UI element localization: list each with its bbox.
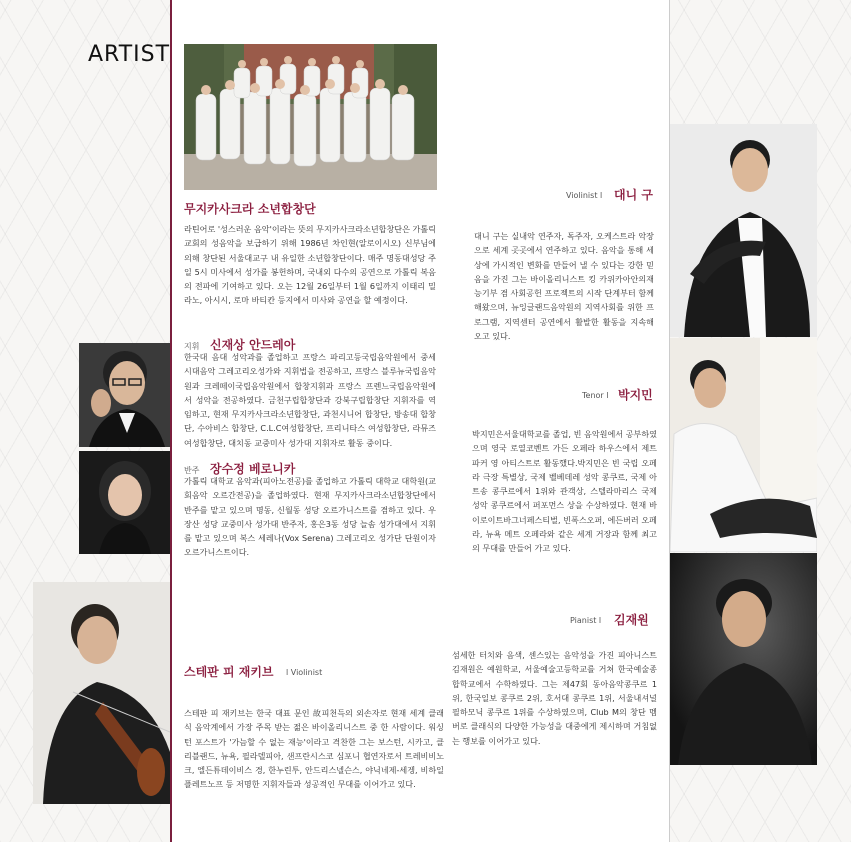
accompanist-description: 가톨릭 대학교 음악과(피아노전공)를 졸업하고 가톨릭 대학교 대학원(교회음악 오르간전공)을 졸업하였다. 현재 무지카사크라소년합창단에서 반주를 맡고 있으며 명동, 신월동 성당 오르가니스트를 겸하고 있다. 우장산 성당 교중미사 성가대 반주자, 홍은3동 성당 늘솜 성가대에서 지휘를 맡고 있으며 복스 세레나(Vox Serena) 그레고리오 성가단 단원이자 오르가니스트이다.: [184, 476, 436, 558]
conductor-description: 한국대 음대 성악과를 졸업하고 프랑스 파리고등국립음악원에서 중세 시대음악 그레고리오성가와 지휘법을 전공하고, 프랑스 블루뉴국립음악원과 크레떼이국립음악원에서 합창지휘과 프랑스 프렌느국립음악원에서 성악을 전공하였다. 금천구립합창단과 강북구립합창단 지휘자를 역임하고, 현재 무지카사크라소년합창단, 과천시니어 합창단, 방송대 합창단, 수아비스 합창단, C.L.C여성합창단, 프리니타스 여성합창단, 라뮤즈여성합창단, 대치동 교중미사 성가대 지휘자로 활동 중이다.: [184, 352, 436, 448]
accompanist-role: 반주: [184, 466, 200, 475]
choir-photo: [184, 44, 437, 190]
danny-description: 대니 구는 실내악 연주자, 독주자, 오케스트라 악장으로 세계 곳곳에서 연주하고 있다. 음악을 통해 세상에 가시적인 변화를 만들어 낼 수 있다는 강한 믿음을 가진 그는 바이올리니스트 킹 카위카아안의재능기부 겸 사회공헌 프로젝트의 시작 단계부터 함께 해왔으며, 뉴잉글랜드음악원의 지역사회를 위한 프로그램, 지역센터 공연에서 활발한 활동을 지속해 오고 있다.: [474, 231, 654, 342]
park-role: Tenor l: [582, 391, 609, 400]
kim-name: 김재원: [614, 613, 649, 627]
stefan-role: l Violinist: [286, 668, 323, 677]
stefan-photo: [33, 582, 170, 804]
conductor-photo: [79, 343, 170, 447]
choir-description: 라틴어로 '성스러운 음악'이라는 뜻의 무지카사크라소년합창단은 가톨릭교회의 성음악을 보급하기 위해 1986년 차인현(알로이시오) 신부님에 의해 창단된 서울대교구 내 유일한 소년합창단이다. 매주 명동대성당 주일 5시 미사에서 성가를 봉헌하며, 국내외 다수의 공연으로 가톨릭 복음의 전파에 기여하고 있다. 오는 12월 26일부터 1월 6일까지 이태리 밀라노, 아시시, 로마 바티칸 등지에서 미사와 공연을 할 예정이다.: [184, 224, 436, 306]
choir-name: 무지카사크라 소년합창단: [184, 202, 316, 216]
park-description: 박지민은서울대학교를 졸업, 빈 음악원에서 공부하였으며 영국 로열코벤트 가든 오페라 하우스에서 제트 파커 영 아티스트로 활동했다.박지민은 빈 국립 오페라 극장 특별상, 국제 벨베데레 성악 콩쿠르, 국제 아트송 콩쿠르에서 1위와 관객상, 스텔라마리스 국제 성악 콩쿠르에서 퍼포먼스 상을 수상하였다. 현재 바이로이트바그너페스티벌, 빈폭스오퍼, 에든버러 오페라, 뉴욕 메트 오페라와 같은 세계 거장과 함께 최고의 무대를 만들어 가고 있다.: [472, 429, 657, 554]
stefan-name: 스테판 피 재키브: [184, 665, 274, 679]
danny-role: Violinist l: [566, 191, 603, 200]
kim-description: 섬세한 터치와 음색, 센스있는 음악성을 가진 피아니스트 김재원은 예원학교, 서울예술고등학교를 거쳐 한국예술종합학교에서 수학하였다. 그는 제47회 동아음악콩쿠르 1위, 한국일보 콩쿠르 2위, 호서대 콩쿠르 1위, 서울내셔널필하모닉 콩쿠르 1위를 수상하였으며, Club M의 창단 멤버로 클래식의 다양한 가능성을 대중에게 제시하며 거침없는 행보를 이어가고 있다.: [452, 650, 657, 746]
accompanist-name: 장수정 베로니카: [210, 462, 296, 476]
conductor-role: 지휘: [184, 342, 200, 351]
park-name: 박지민: [618, 388, 653, 402]
kim-role: Pianist l: [570, 616, 602, 625]
danny-name: 대니 구: [614, 188, 653, 202]
park-photo: [670, 338, 817, 552]
kim-photo: [670, 553, 817, 765]
page-title: ARTIST: [88, 42, 171, 67]
stefan-description: 스테판 피 재키브는 한국 대표 문인 故피천득의 외손자로 현재 세계 클래식 음악계에서 가장 주목 받는 젊은 바이올리니스트 중 한 사람이다. 워싱턴 포스트가 '가늠할 수 없는 재능'이라고 격찬한 그는 보스턴, 시카고, 클리블랜드, 뉴욕, 필라델피아, 샌프란시스코 심포니 협연자로서 트레비비노크, 엘든튜데이비스 경, 한누린투, 안드리스넬슨스, 야닉네제-세겡, 비하일플레트노프 등 저명한 지휘자들과 성공적인 무대를 이어가고 있다.: [184, 708, 444, 790]
danny-photo: [670, 124, 817, 337]
conductor-name: 신재상 안드레아: [210, 338, 296, 352]
accompanist-photo: [79, 451, 170, 554]
